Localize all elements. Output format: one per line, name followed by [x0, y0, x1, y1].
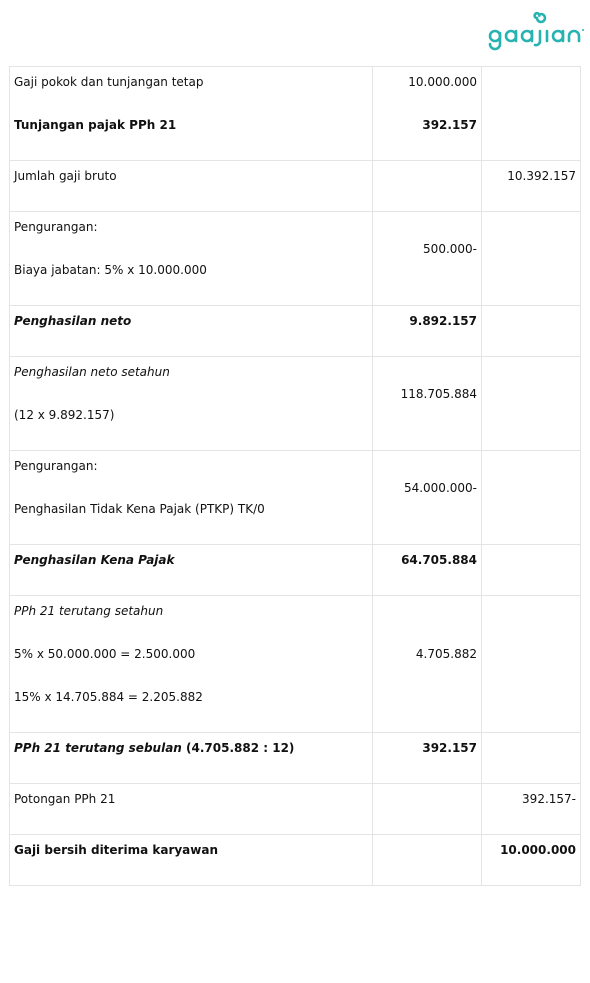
- table-row: [10, 357, 581, 451]
- table-row: [10, 451, 581, 545]
- label-cell: [10, 161, 373, 212]
- table-row: [10, 67, 581, 161]
- row-label: Penghasilan Kena Pajak: [14, 553, 175, 567]
- table-row: [10, 545, 581, 596]
- label-cell: [10, 733, 373, 784]
- amount-cell: [373, 545, 482, 596]
- amount-value: 392.157: [422, 741, 477, 755]
- amount-cell: [373, 733, 482, 784]
- total-value: 10.000.000: [500, 843, 576, 857]
- amount-cell: [373, 784, 482, 835]
- total-cell: [482, 545, 581, 596]
- total-cell: [482, 451, 581, 545]
- amount-value: 4.705.882: [415, 647, 477, 661]
- amount-value: 392.157: [422, 118, 477, 132]
- total-cell: [482, 357, 581, 451]
- label-cell: [10, 357, 373, 451]
- label-cell: [10, 212, 373, 306]
- row-label: Potongan PPh 21: [14, 792, 116, 806]
- row-label: 5% x 50.000.000 = 2.500.000: [14, 647, 196, 661]
- salary-calculation-table: [9, 66, 581, 886]
- total-cell: [482, 733, 581, 784]
- row-label: (12 x 9.892.157): [14, 408, 115, 422]
- table-row: [10, 161, 581, 212]
- label-cell: [10, 306, 373, 357]
- amount-value: 64.705.884: [401, 553, 477, 567]
- total-cell: [482, 784, 581, 835]
- amount-cell: [373, 212, 482, 306]
- table-row: [10, 596, 581, 733]
- amount-cell: [373, 161, 482, 212]
- row-label: Gaji bersih diterima karyawan: [14, 843, 219, 857]
- label-cell: [10, 451, 373, 545]
- label-cell: [10, 784, 373, 835]
- row-label: Penghasilan neto: [14, 314, 132, 328]
- amount-cell: [373, 306, 482, 357]
- amount-cell: [373, 835, 482, 886]
- label-cell: [10, 545, 373, 596]
- row-label: Penghasilan neto setahun: [14, 365, 170, 379]
- gadjian-logo-mark: [484, 8, 584, 52]
- row-label: Pengurangan:: [14, 220, 98, 234]
- row-label: Tunjangan pajak PPh 21: [14, 118, 177, 132]
- total-value: 10.392.157: [507, 169, 576, 183]
- amount-cell: [373, 451, 482, 545]
- table-row: [10, 212, 581, 306]
- row-label: Gaji pokok dan tunjangan tetap: [14, 75, 204, 89]
- row-label: Pengurangan:: [14, 459, 98, 473]
- total-cell: [482, 212, 581, 306]
- row-label: Jumlah gaji bruto: [14, 169, 117, 183]
- total-cell: [482, 67, 581, 161]
- total-cell: [482, 306, 581, 357]
- amount-value: 500.000-: [423, 242, 477, 256]
- table-row: [10, 733, 581, 784]
- total-cell: [482, 596, 581, 733]
- row-label: [14, 741, 372, 756]
- amount-cell: [373, 357, 482, 451]
- amount-value: 118.705.884: [400, 387, 477, 401]
- row-label: PPh 21 terutang setahun: [14, 604, 164, 618]
- table-row: [10, 306, 581, 357]
- total-cell: [482, 161, 581, 212]
- label-cell: [10, 596, 373, 733]
- row-label: Biaya jabatan: 5% x 10.000.000: [14, 263, 207, 277]
- amount-cell: [373, 67, 482, 161]
- row-label: Penghasilan Tidak Kena Pajak (PTKP) TK/0: [14, 502, 265, 516]
- label-cell: [10, 67, 373, 161]
- total-value: 392.157-: [522, 792, 576, 806]
- amount-value: 9.892.157: [409, 314, 477, 328]
- amount-value: 54.000.000-: [403, 481, 477, 495]
- label-cell: [10, 835, 373, 886]
- row-label-formula: (4.705.882 : 12): [181, 741, 295, 755]
- amount-cell: [373, 596, 482, 733]
- gadjian-logo: [484, 8, 584, 52]
- row-label-italic: PPh 21 terutang sebulan: [14, 741, 182, 755]
- total-cell: [482, 835, 581, 886]
- amount-value: 10.000.000: [408, 75, 477, 89]
- row-label: 15% x 14.705.884 = 2.205.882: [14, 690, 203, 704]
- table-row: [10, 784, 581, 835]
- table-row: [10, 835, 581, 886]
